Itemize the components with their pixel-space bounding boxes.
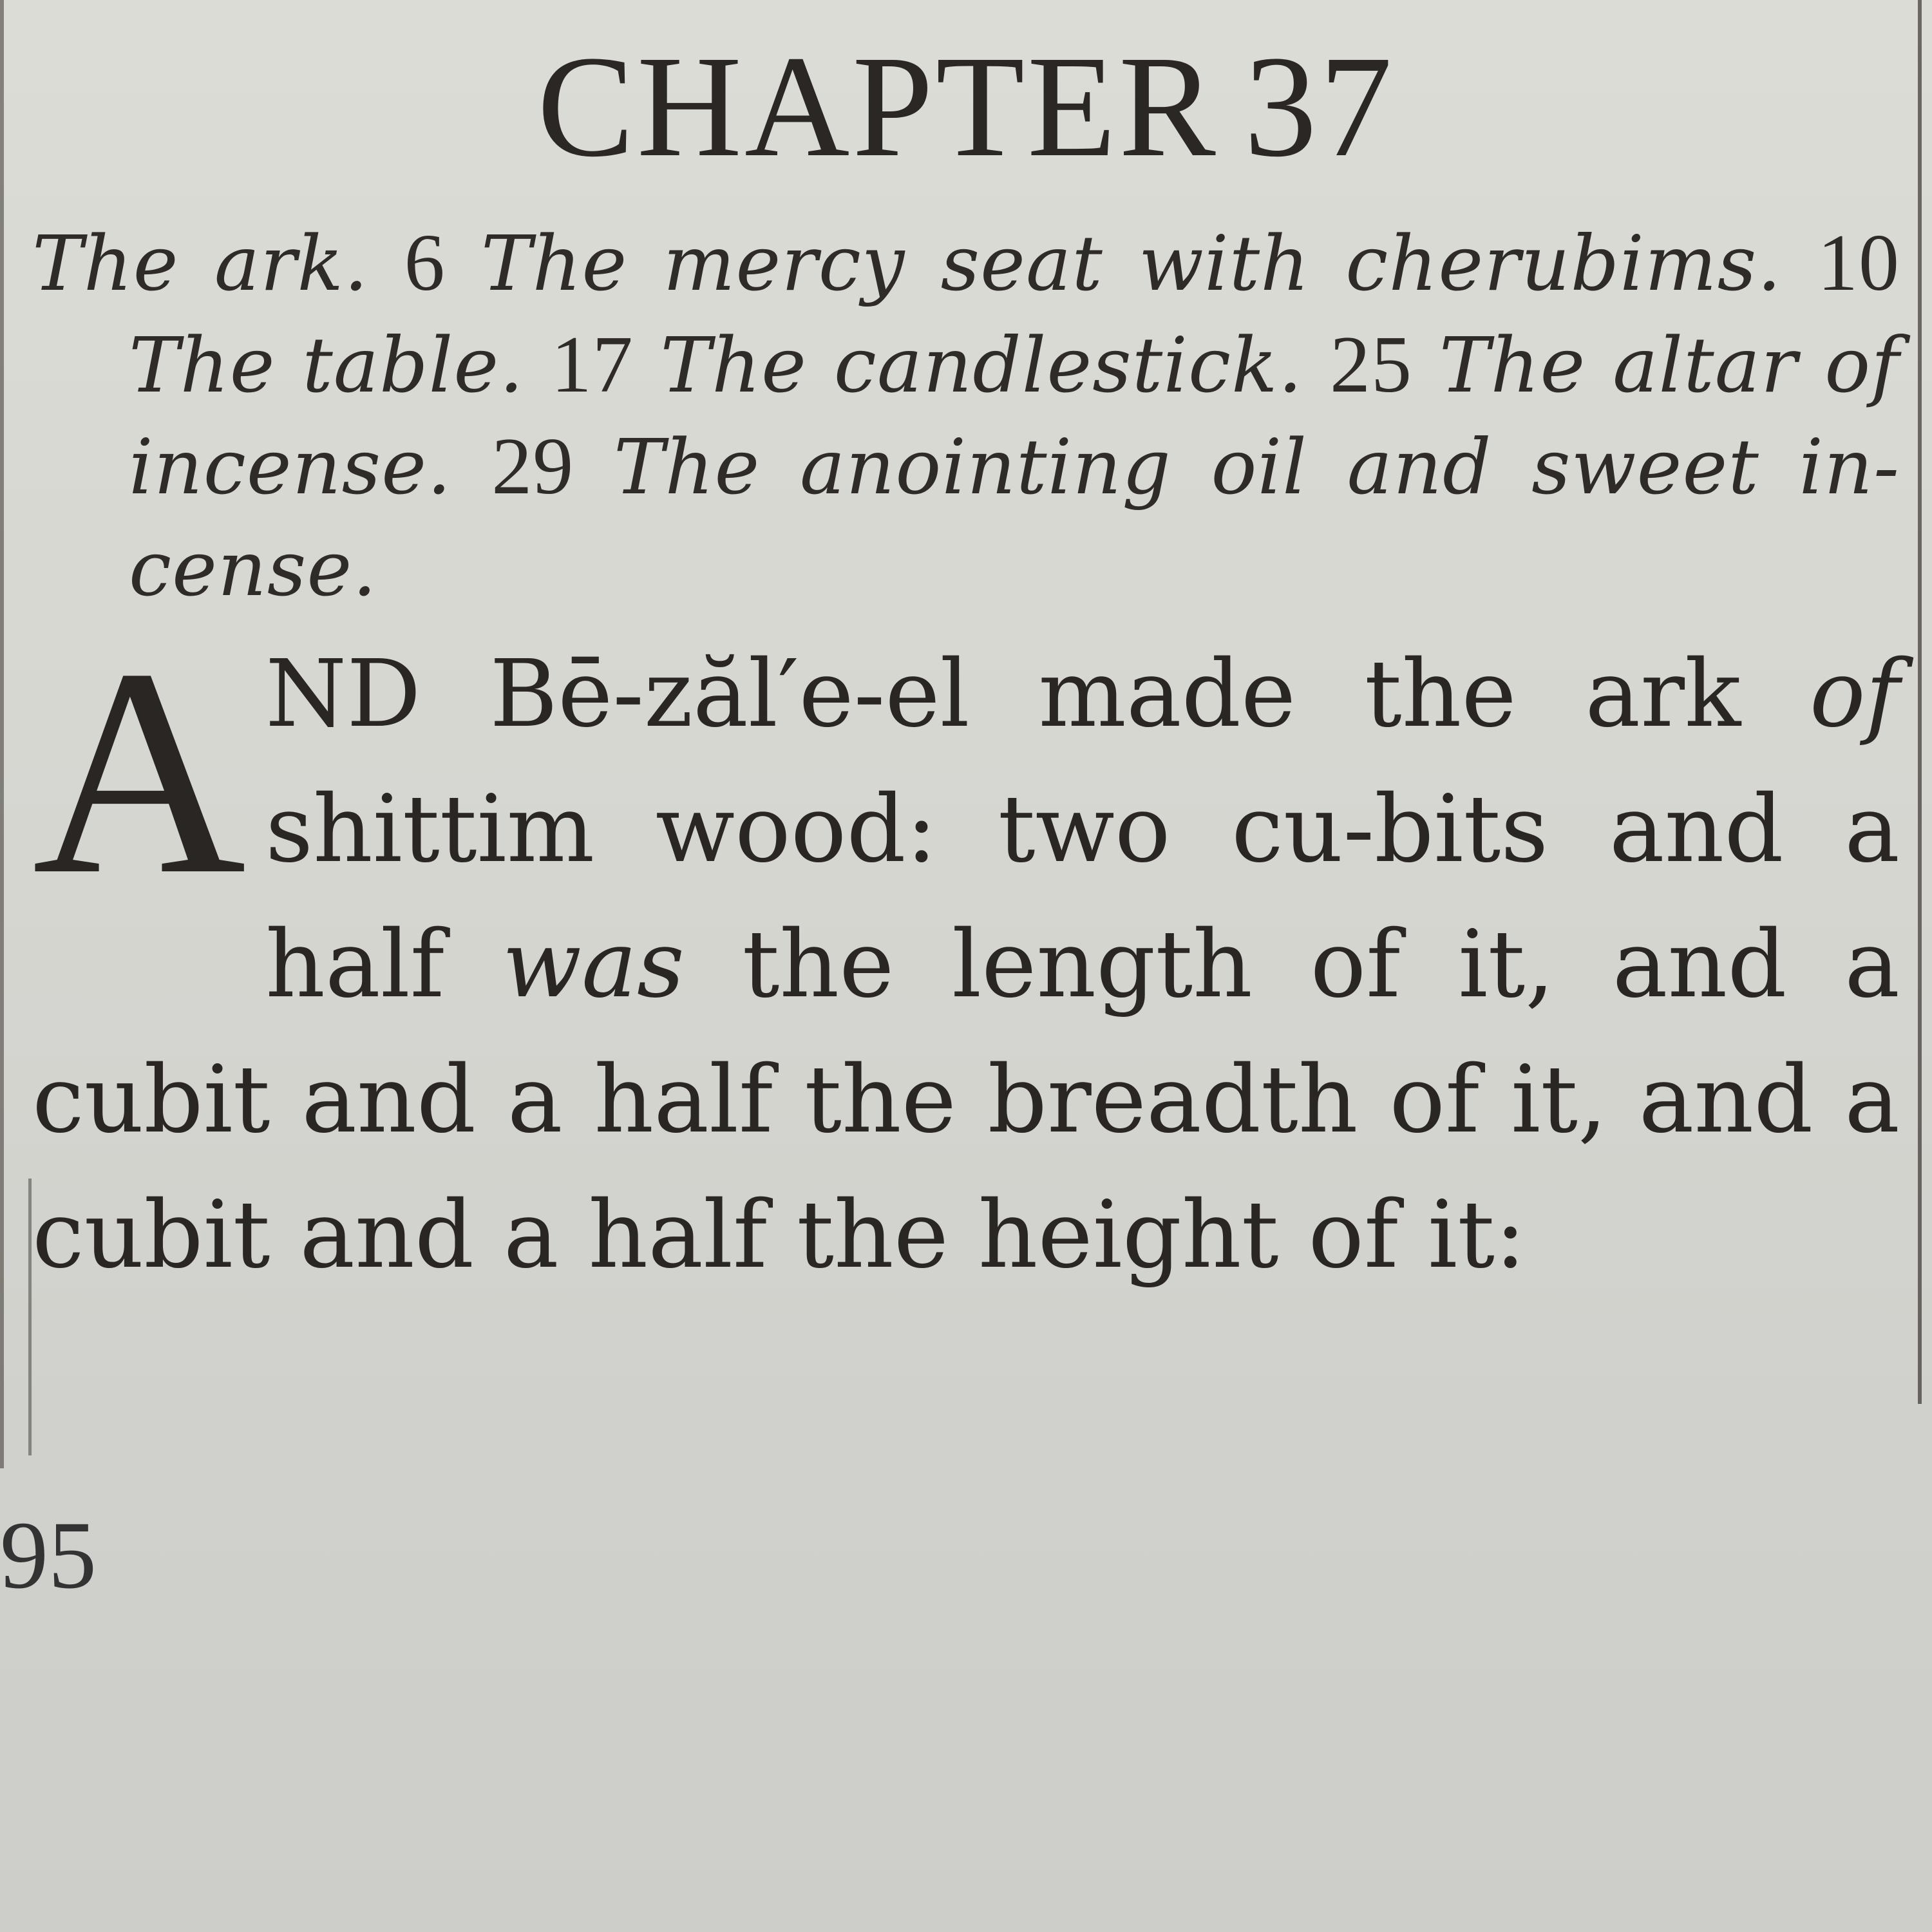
- page-number: 95: [0, 1502, 97, 1609]
- verse-text: shittim wood: two cu-bits and a half: [265, 775, 1900, 1018]
- verse-italic-word: was: [502, 910, 685, 1018]
- summary-item: The mercy seat with cherubims.: [480, 219, 1782, 308]
- chapter-number: 37: [1244, 26, 1395, 187]
- drop-cap: A: [32, 607, 247, 936]
- summary-item: The candlestick.: [660, 321, 1303, 410]
- left-column-rule: [0, 0, 4, 1468]
- verse-text: ND Bē-zăl′e-el made the ark: [265, 639, 1741, 748]
- summary-verse-number: 6: [404, 218, 446, 308]
- summary-verse-number: 25: [1329, 320, 1412, 410]
- summary-item: The anointing oil and sweet in-cense.: [129, 422, 1900, 613]
- inner-column-rule: [28, 1179, 32, 1455]
- summary-item: The altar of incense.: [129, 321, 1900, 511]
- summary-intro: The ark.: [32, 219, 369, 308]
- verse-italic-word: of: [1810, 639, 1900, 748]
- right-column-rule: [1918, 0, 1922, 1404]
- summary-item: The table.: [129, 321, 524, 410]
- text-column: [32, 26, 1900, 1302]
- verse-text: the length of it, and a cubit and a half the breadth of it, and a cubit and a half the height of it:: [32, 910, 1900, 1289]
- summary-verse-number: 10: [1817, 218, 1900, 308]
- summary-verse-number: 17: [551, 320, 634, 410]
- summary-verse-number: 29: [491, 422, 574, 511]
- chapter-heading: [32, 26, 1900, 187]
- verse-1: [32, 607, 1900, 1302]
- chapter-label: CHAPTER: [537, 26, 1218, 187]
- chapter-summary: [32, 213, 1900, 620]
